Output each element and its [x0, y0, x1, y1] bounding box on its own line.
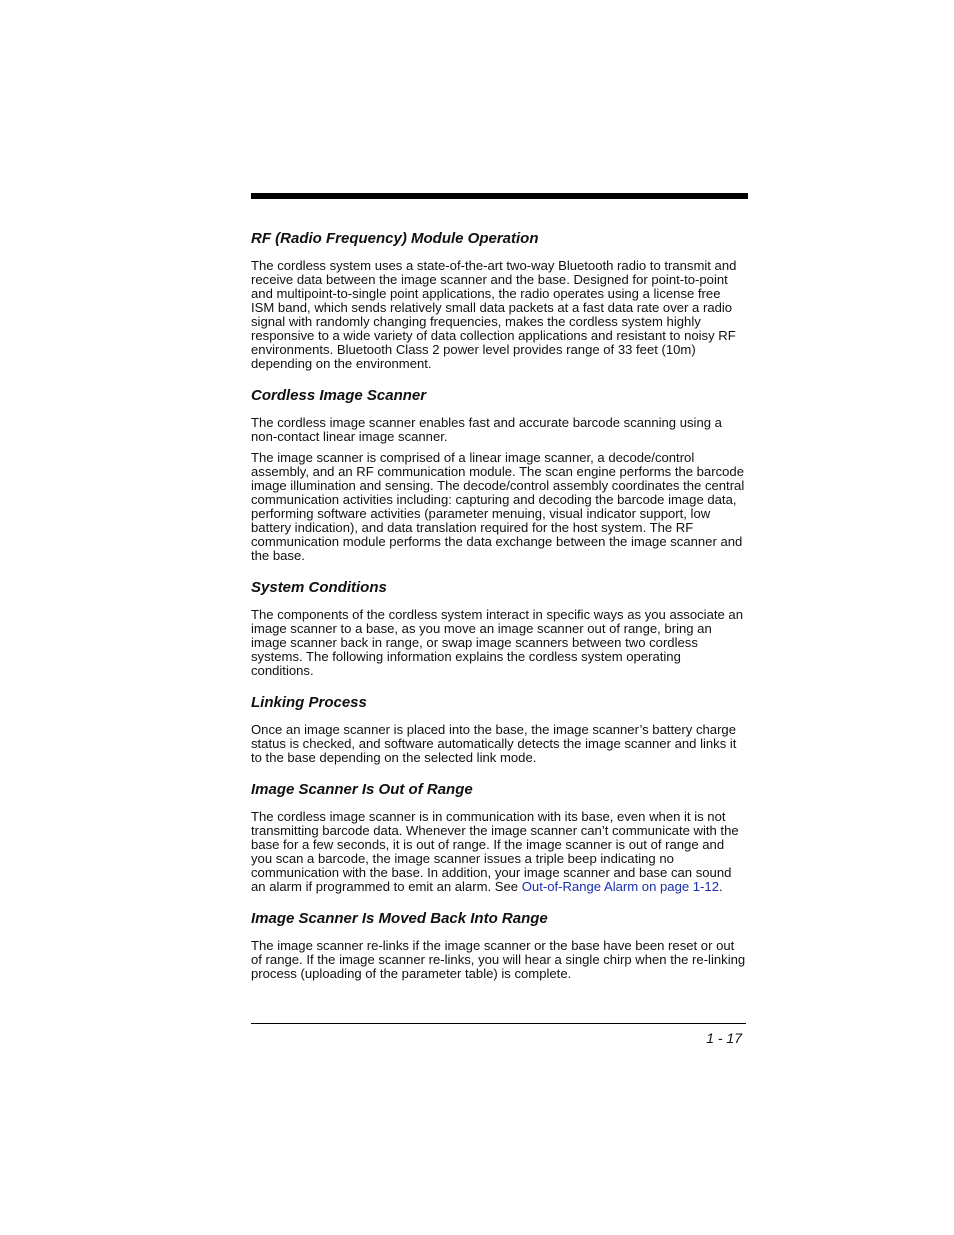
paragraph-cordless-scanner-1: The cordless image scanner enables fast and accurate barcode scanning using a non-contact linear image scanner.	[251, 415, 722, 444]
out-of-range-alarm-link[interactable]: Out-of-Range Alarm on page 1-12	[521, 879, 719, 894]
footer-rule	[251, 1023, 746, 1024]
section-heading-cordless-scanner: Cordless Image Scanner	[251, 387, 427, 404]
paragraph-rf-module: The cordless system uses a state-of-the-art two-way Bluetooth radio to transmit and receive data between the image scanner and the base. Designed for point-to-point and multipoint-to-single point applications, the radio operates using a license free ISM band, which sends relatively small data packets at a fast data rate over a radio signal with randomly changing frequencies, makes the cordless system highly responsive to a wide variety of data collection applications and resistant to noisy RF environments. Bluetooth Class 2 power level provides range of 33 feet (10m) depending on the environment.	[251, 258, 737, 371]
section-heading-rf-module: RF (Radio Frequency) Module Operation	[251, 230, 539, 247]
section-heading-back-into-range: Image Scanner Is Moved Back Into Range	[251, 910, 548, 927]
page-content	[251, 230, 746, 988]
header-rule	[251, 193, 748, 199]
paragraph-out-of-range	[251, 810, 746, 894]
section-heading-system-conditions: System Conditions	[251, 579, 387, 596]
paragraph-out-of-range-text: The cordless image scanner is in communication with its base, even when it is not transmitting barcode data. Whenever the image scanner can’t communicate with the base for a few seconds, it is out of range. If the image scanner is out of range and you scan a barcode, the image scanner issues a triple beep indicating no communication with the base. In addition, your image scanner and base can sound an alarm if programmed to emit an alarm. See	[251, 809, 739, 894]
paragraph-back-into-range: The image scanner re-links if the image scanner or the base have been reset or out of range. If the image scanner re-links, you will hear a single chirp when the re-linking process (uploading of the parameter table) is complete.	[251, 938, 746, 981]
page-number: 1 - 17	[706, 1030, 742, 1046]
section-heading-linking-process: Linking Process	[251, 694, 367, 711]
paragraph-out-of-range-end: .	[718, 879, 723, 894]
paragraph-cordless-scanner-2: The image scanner is comprised of a linear image scanner, a decode/control assembly, and an RF communication module. The scan engine performs the barcode image illumination and sensing. The decode/control assembly coordinates the central communication activities including: capturing and decoding the barcode image data, performing software activities (parameter menuing, visual indicator support, low battery indication), and data translation required for the host system. The RF communication module performs the data exchange between the image scanner and the base.	[251, 450, 745, 563]
section-heading-out-of-range: Image Scanner Is Out of Range	[251, 781, 473, 798]
paragraph-linking-process: Once an image scanner is placed into the base, the image scanner’s battery charge status is checked, and software automatically detects the image scanner and links it to the base depending on the selected link mode.	[251, 722, 737, 765]
paragraph-system-conditions: The components of the cordless system interact in specific ways as you associate an image scanner to a base, as you move an image scanner out of range, bring an image scanner back in range, or swap image scanners between two cordless systems. The following information explains the cordless system operating conditions.	[251, 607, 743, 678]
